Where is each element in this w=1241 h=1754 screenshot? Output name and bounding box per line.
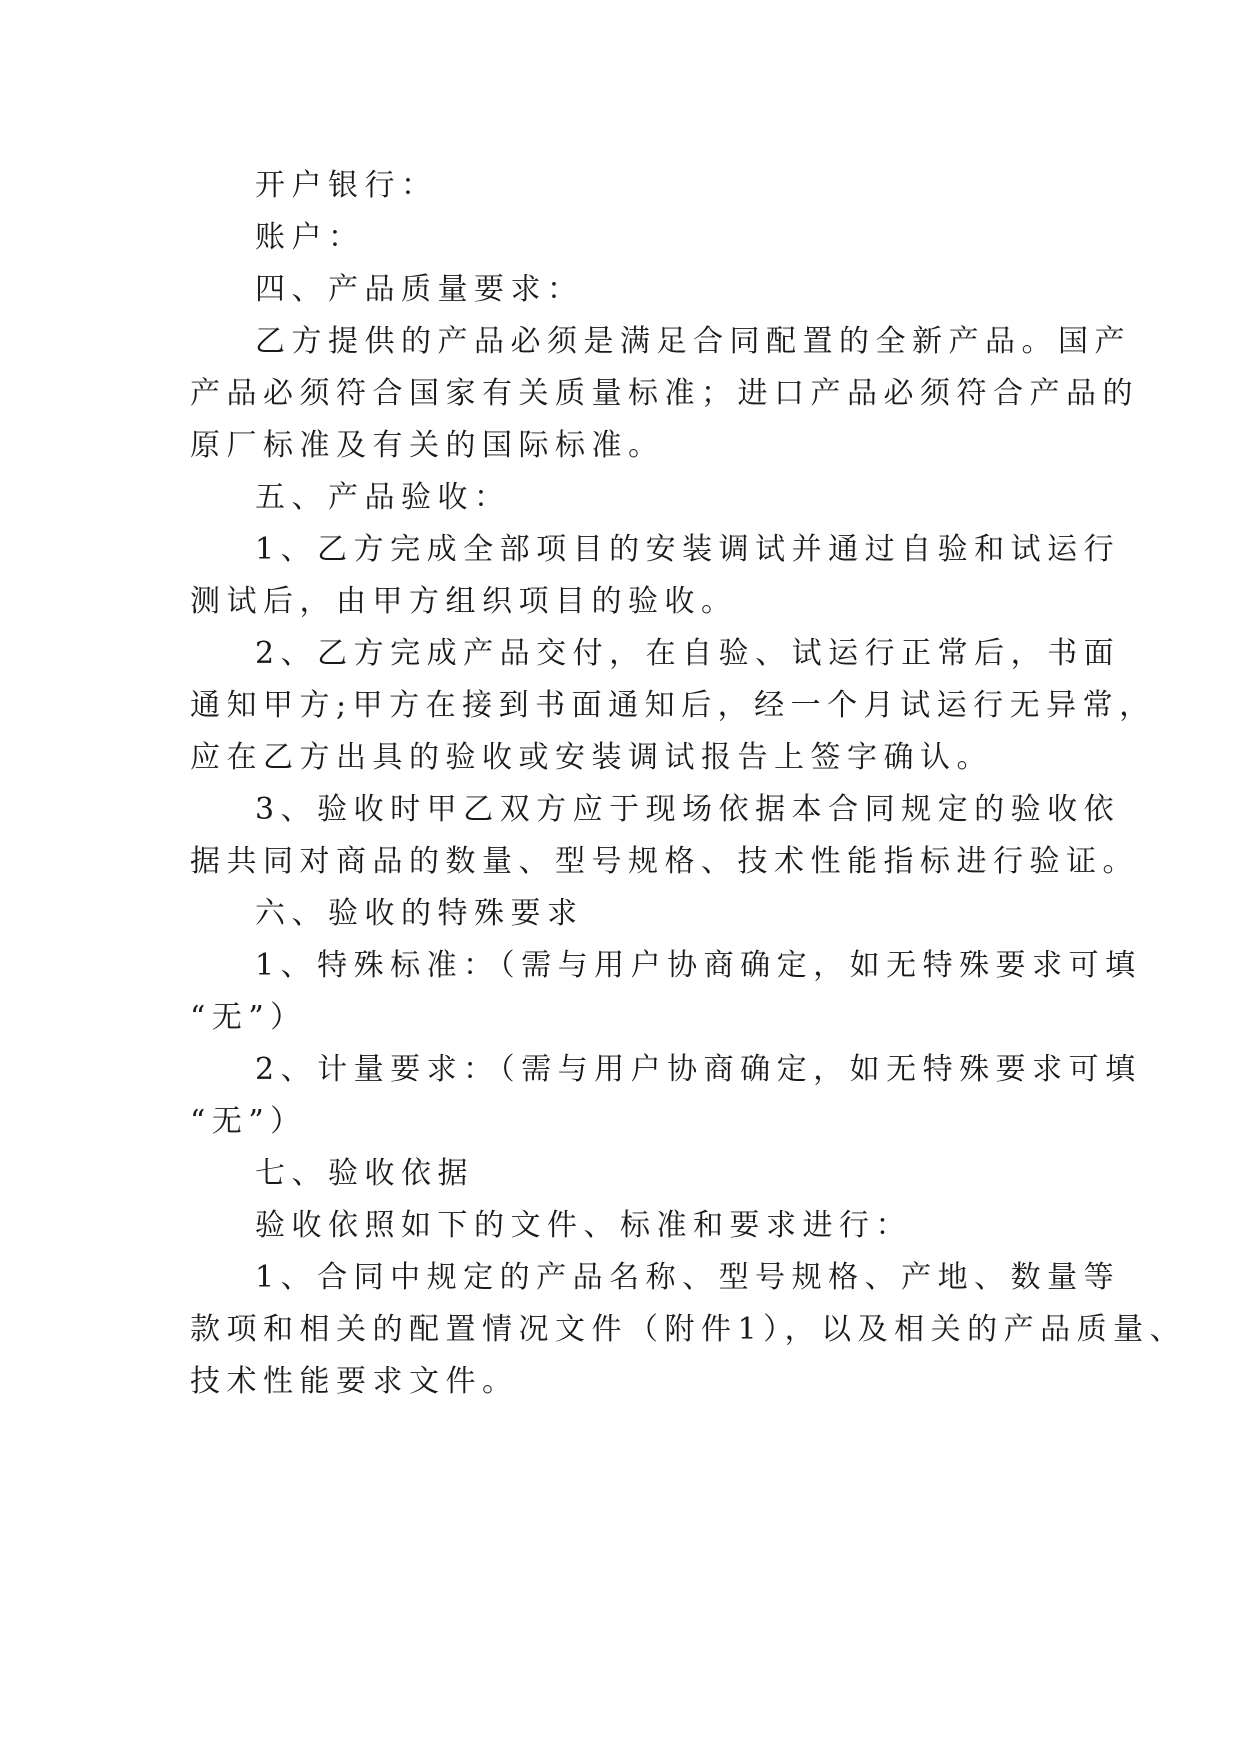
text-line: 六、验收的特殊要求: [255, 896, 584, 931]
text-line: 七、验收依据: [255, 1156, 474, 1191]
text-line: 2、计量要求：（需与用户协商确定，如无特殊要求可填: [255, 1052, 1142, 1087]
text-line: 通知甲方;甲方在接到书面通知后，经一个月试运行无异常，: [190, 688, 1156, 723]
text-line: 3、验收时甲乙双方应于现场依据本合同规定的验收依: [255, 792, 1121, 827]
text-line: 五、产品验收：: [255, 480, 511, 515]
text-line: 产品必须符合国家有关质量标准；进口产品必须符合产品的: [190, 376, 1139, 411]
text-line: “无”）: [190, 1104, 307, 1139]
text-line: 乙方提供的产品必须是满足合同配置的全新产品。国产: [255, 324, 1131, 359]
text-line: 四、产品质量要求：: [255, 272, 584, 307]
text-line: 测试后，由甲方组织项目的验收。: [190, 584, 738, 619]
text-line: 据共同对商品的数量、型号规格、技术性能指标进行验证。: [190, 844, 1139, 879]
text-line: 技术性能要求文件。: [190, 1364, 519, 1399]
text-line: 应在乙方出具的验收或安装调试报告上签字确认。: [190, 740, 993, 775]
text-line: 账户：: [255, 220, 365, 255]
text-line: 款项和相关的配置情况文件（附件1），以及相关的产品质量、: [190, 1312, 1187, 1347]
text-line: 1、合同中规定的产品名称、型号规格、产地、数量等: [255, 1260, 1121, 1295]
text-line: 开户银行：: [255, 168, 438, 203]
text-line: “无”）: [190, 1000, 307, 1035]
text-line: 原厂标准及有关的国际标准。: [190, 428, 665, 463]
text-line: 1、乙方完成全部项目的安装调试并通过自验和试运行: [255, 532, 1121, 567]
text-line: 验收依照如下的文件、标准和要求进行：: [255, 1208, 912, 1243]
text-line: 1、特殊标准：（需与用户协商确定，如无特殊要求可填: [255, 948, 1142, 983]
text-line: 2、乙方完成产品交付，在自验、试运行正常后，书面: [255, 636, 1121, 671]
